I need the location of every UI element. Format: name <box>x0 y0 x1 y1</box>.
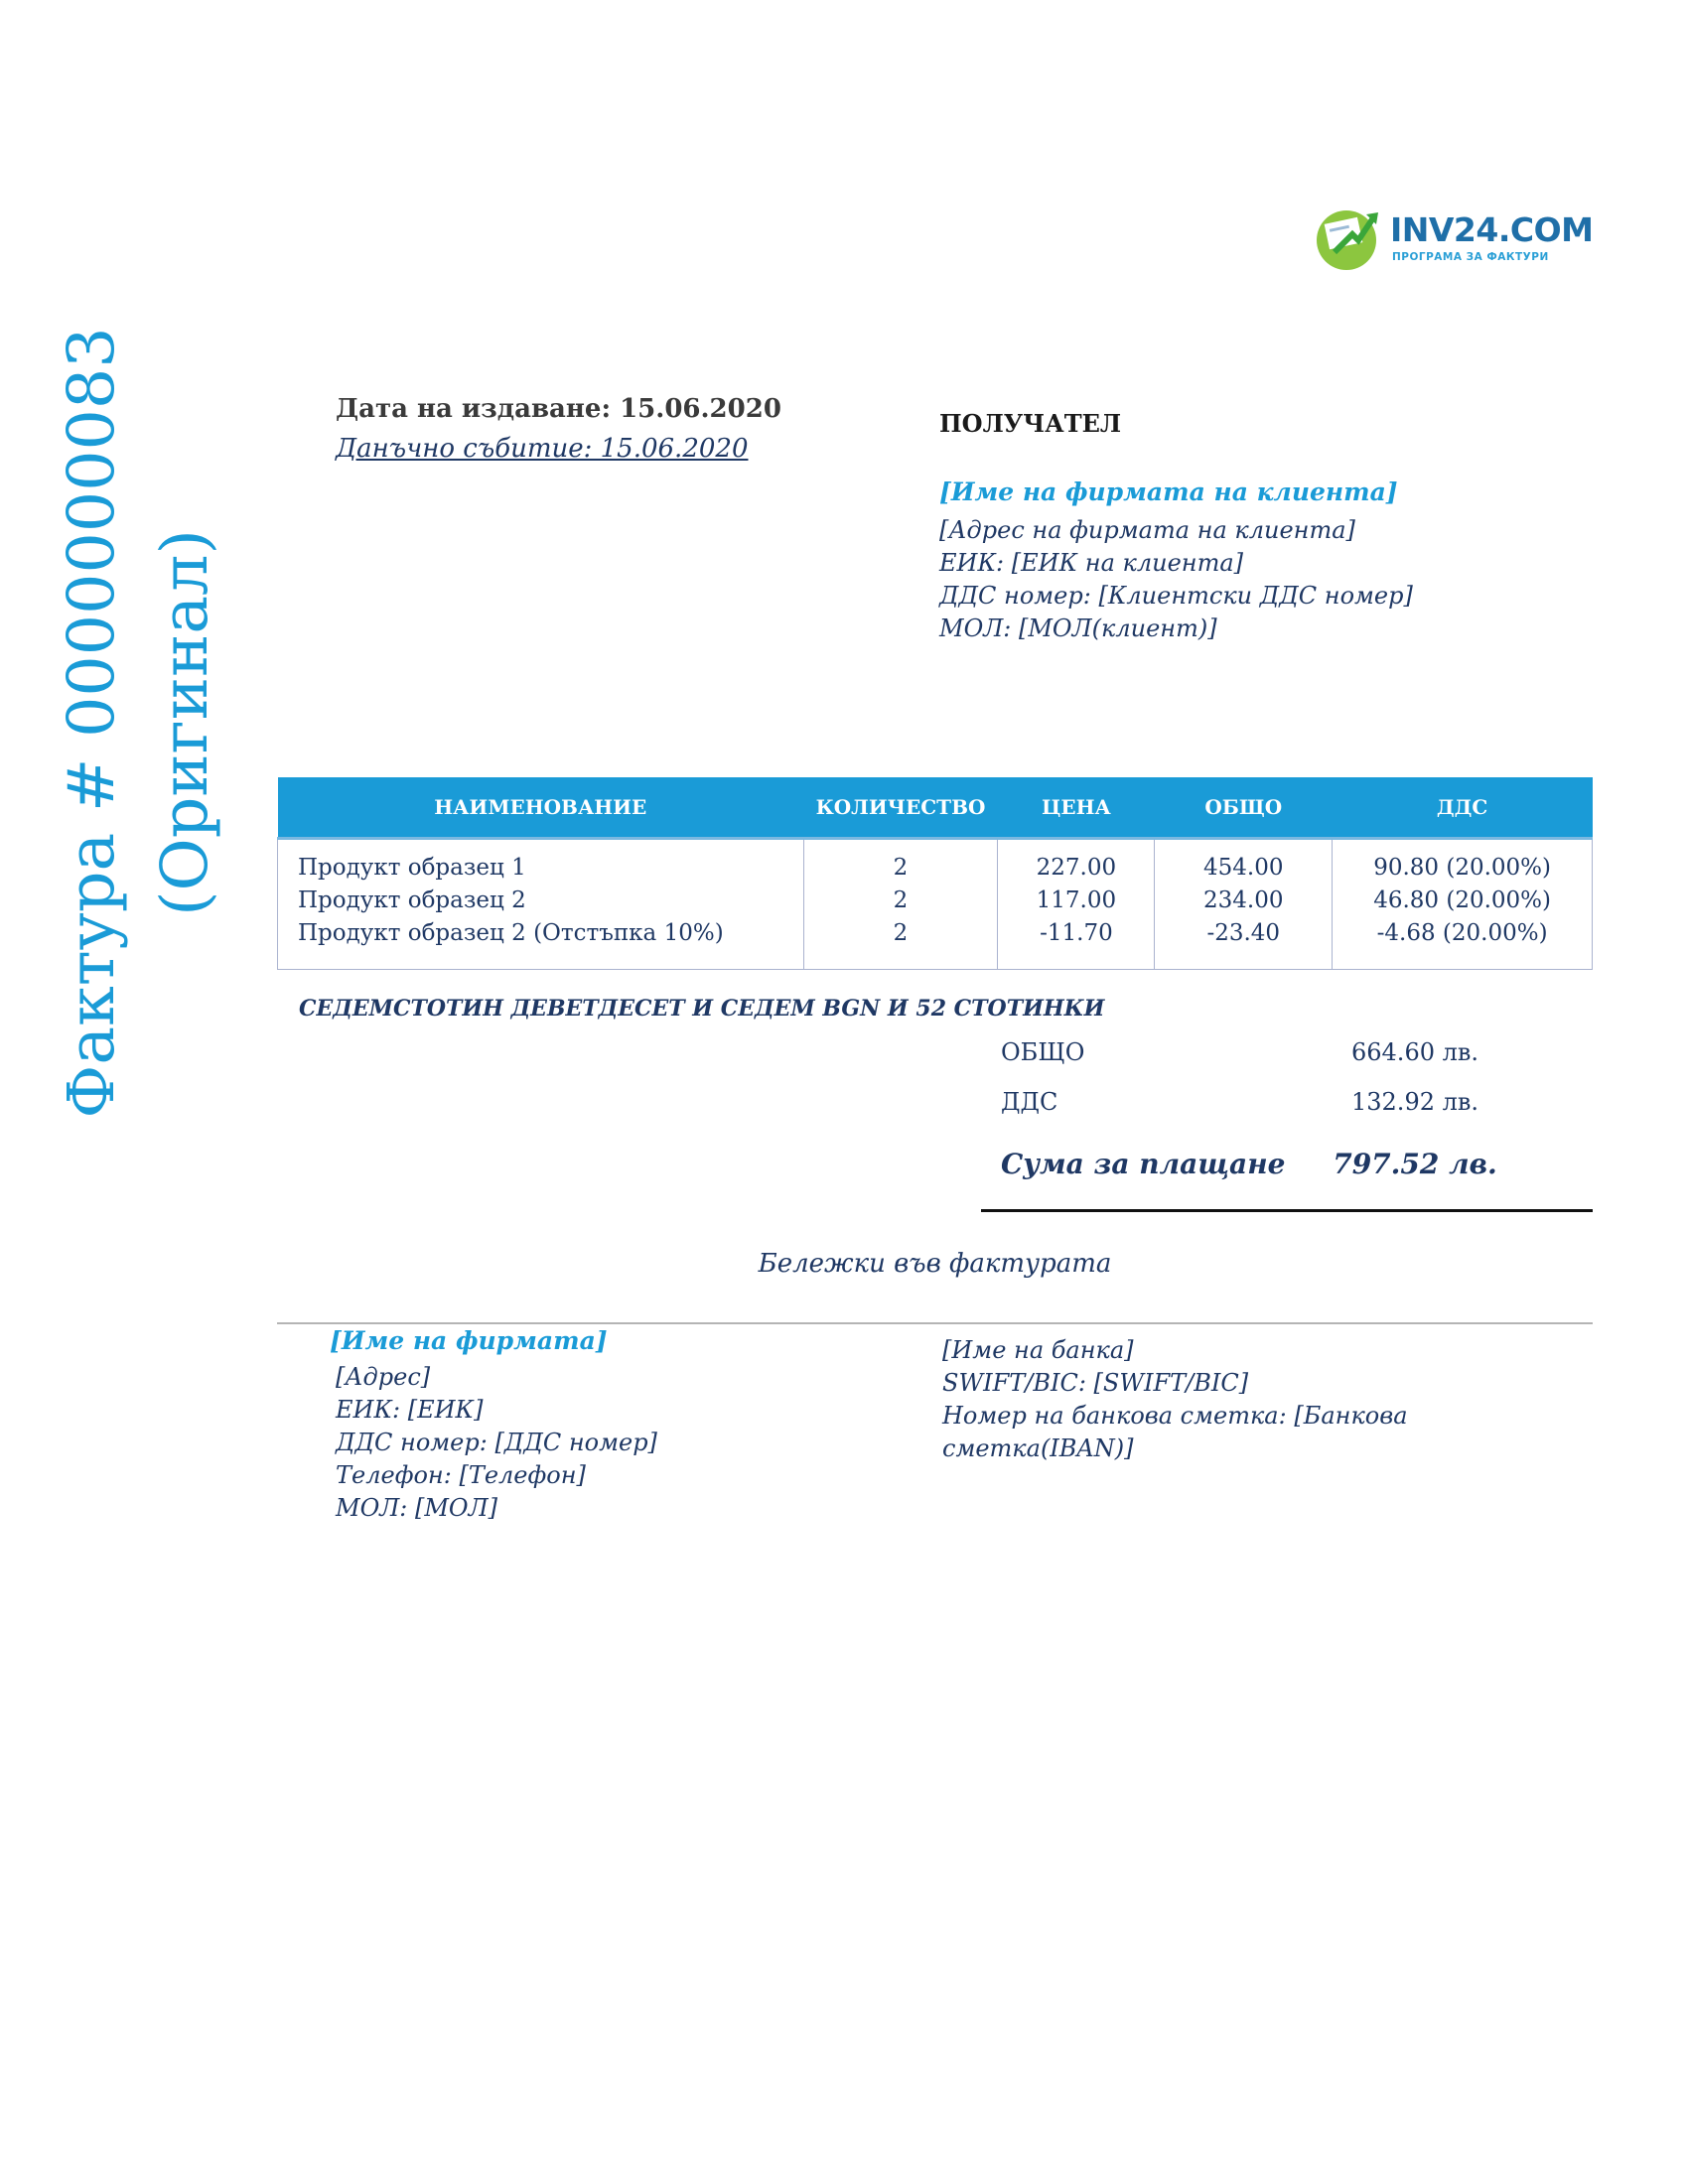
subtotal-value: 664.60 лв. <box>1351 1038 1478 1066</box>
company-name: [Име на фирмата] <box>330 1326 608 1355</box>
footer-divider <box>277 1322 1593 1324</box>
company-vat: ДДС номер: [ДДС номер] <box>336 1429 657 1456</box>
item-vat: 46.80 (20.00%) <box>1373 887 1551 913</box>
subtotal-row <box>981 1038 1593 1088</box>
item-name: Продукт образец 2 (Отстъпка 10%) <box>298 920 724 946</box>
table-header-row <box>278 777 1593 839</box>
company-block <box>330 1326 657 1525</box>
item-price: -11.70 <box>1040 920 1113 946</box>
recipient-mol: МОЛ: [МОЛ(клиент)] <box>939 614 1217 642</box>
vat-value: 132.92 лв. <box>1351 1088 1478 1116</box>
cell-qtys <box>803 839 998 970</box>
item-price: 117.00 <box>1036 887 1117 913</box>
recipient-name: [Име на фирмата на клиента] <box>939 478 1398 506</box>
bank-account-line1: Номер на банкова сметка: [Банкова <box>942 1402 1408 1430</box>
item-name: Продукт образец 1 <box>298 855 526 881</box>
col-price-header: ЦЕНА <box>998 777 1155 839</box>
vat-label: ДДС <box>1001 1088 1058 1116</box>
item-qty: 2 <box>893 855 909 881</box>
due-value: 797.52 лв. <box>1333 1148 1497 1180</box>
invoice-copy-type: (Оригинал) <box>148 529 222 916</box>
item-name: Продукт образец 2 <box>298 887 526 913</box>
invoice-notes: Бележки във фактурата <box>758 1249 1112 1279</box>
item-price: 227.00 <box>1036 855 1117 881</box>
logo <box>1313 203 1594 274</box>
cell-prices <box>998 839 1155 970</box>
recipient-address: [Адрес на фирмата на клиента] <box>939 516 1355 544</box>
bank-name: [Име на банка] <box>942 1336 1134 1364</box>
col-name-header: НАИМЕНОВАНИЕ <box>278 777 804 839</box>
cell-totals <box>1155 839 1333 970</box>
items-table <box>277 777 1593 970</box>
recipient-block <box>939 409 1413 645</box>
item-vat: 90.80 (20.00%) <box>1373 855 1551 881</box>
item-total: 234.00 <box>1203 887 1284 913</box>
col-qty-header: КОЛИЧЕСТВО <box>803 777 998 839</box>
totals-underline <box>981 1209 1593 1212</box>
company-eik: ЕИК: [ЕИК] <box>336 1396 484 1424</box>
item-total: 454.00 <box>1203 855 1284 881</box>
item-qty: 2 <box>893 920 909 946</box>
amount-in-words: СЕДЕМСТОТИН ДЕВЕТДЕСЕТ И СЕДЕМ BGN И 52 СТОТИНКИ <box>299 996 1105 1022</box>
logo-icon <box>1313 203 1384 274</box>
issue-date: Дата на издаване: 15.06.2020 <box>336 394 781 424</box>
recipient-header: ПОЛУЧАТЕЛ <box>939 409 1122 438</box>
item-total: -23.40 <box>1206 920 1281 946</box>
table-row <box>278 839 1593 970</box>
company-mol: МОЛ: [МОЛ] <box>336 1494 497 1522</box>
col-vat-header: ДДС <box>1333 777 1593 839</box>
company-address: [Адрес] <box>336 1363 431 1391</box>
totals-block <box>981 1038 1593 1203</box>
item-vat: -4.68 (20.00%) <box>1376 920 1548 946</box>
vat-row <box>981 1088 1593 1138</box>
item-qty: 2 <box>893 887 909 913</box>
bank-account-line2: сметка(IBAN)] <box>942 1434 1134 1462</box>
due-row <box>981 1148 1593 1213</box>
subtotal-label: ОБЩО <box>1001 1038 1085 1066</box>
invoice-number: Фактура # 0000000083 <box>55 327 129 1119</box>
col-total-header: ОБЩО <box>1155 777 1333 839</box>
logo-brand: INV24.COM <box>1390 210 1594 249</box>
invoice-title <box>46 327 232 1118</box>
company-phone: Телефон: [Телефон] <box>336 1461 586 1489</box>
bank-block <box>942 1334 1459 1465</box>
due-label: Сума за плащане <box>1001 1148 1286 1180</box>
dates-block <box>336 389 781 469</box>
bank-swift: SWIFT/BIC: [SWIFT/BIC] <box>942 1369 1249 1397</box>
cell-names <box>278 839 804 970</box>
recipient-vat: ДДС номер: [Клиентски ДДС номер] <box>939 582 1413 610</box>
logo-tagline: ПРОГРАМА ЗА ФАКТУРИ <box>1392 251 1549 263</box>
tax-event-date: Данъчно събитие: 15.06.2020 <box>336 434 749 464</box>
recipient-eik: ЕИК: [ЕИК на клиента] <box>939 549 1244 577</box>
cell-vats <box>1333 839 1593 970</box>
